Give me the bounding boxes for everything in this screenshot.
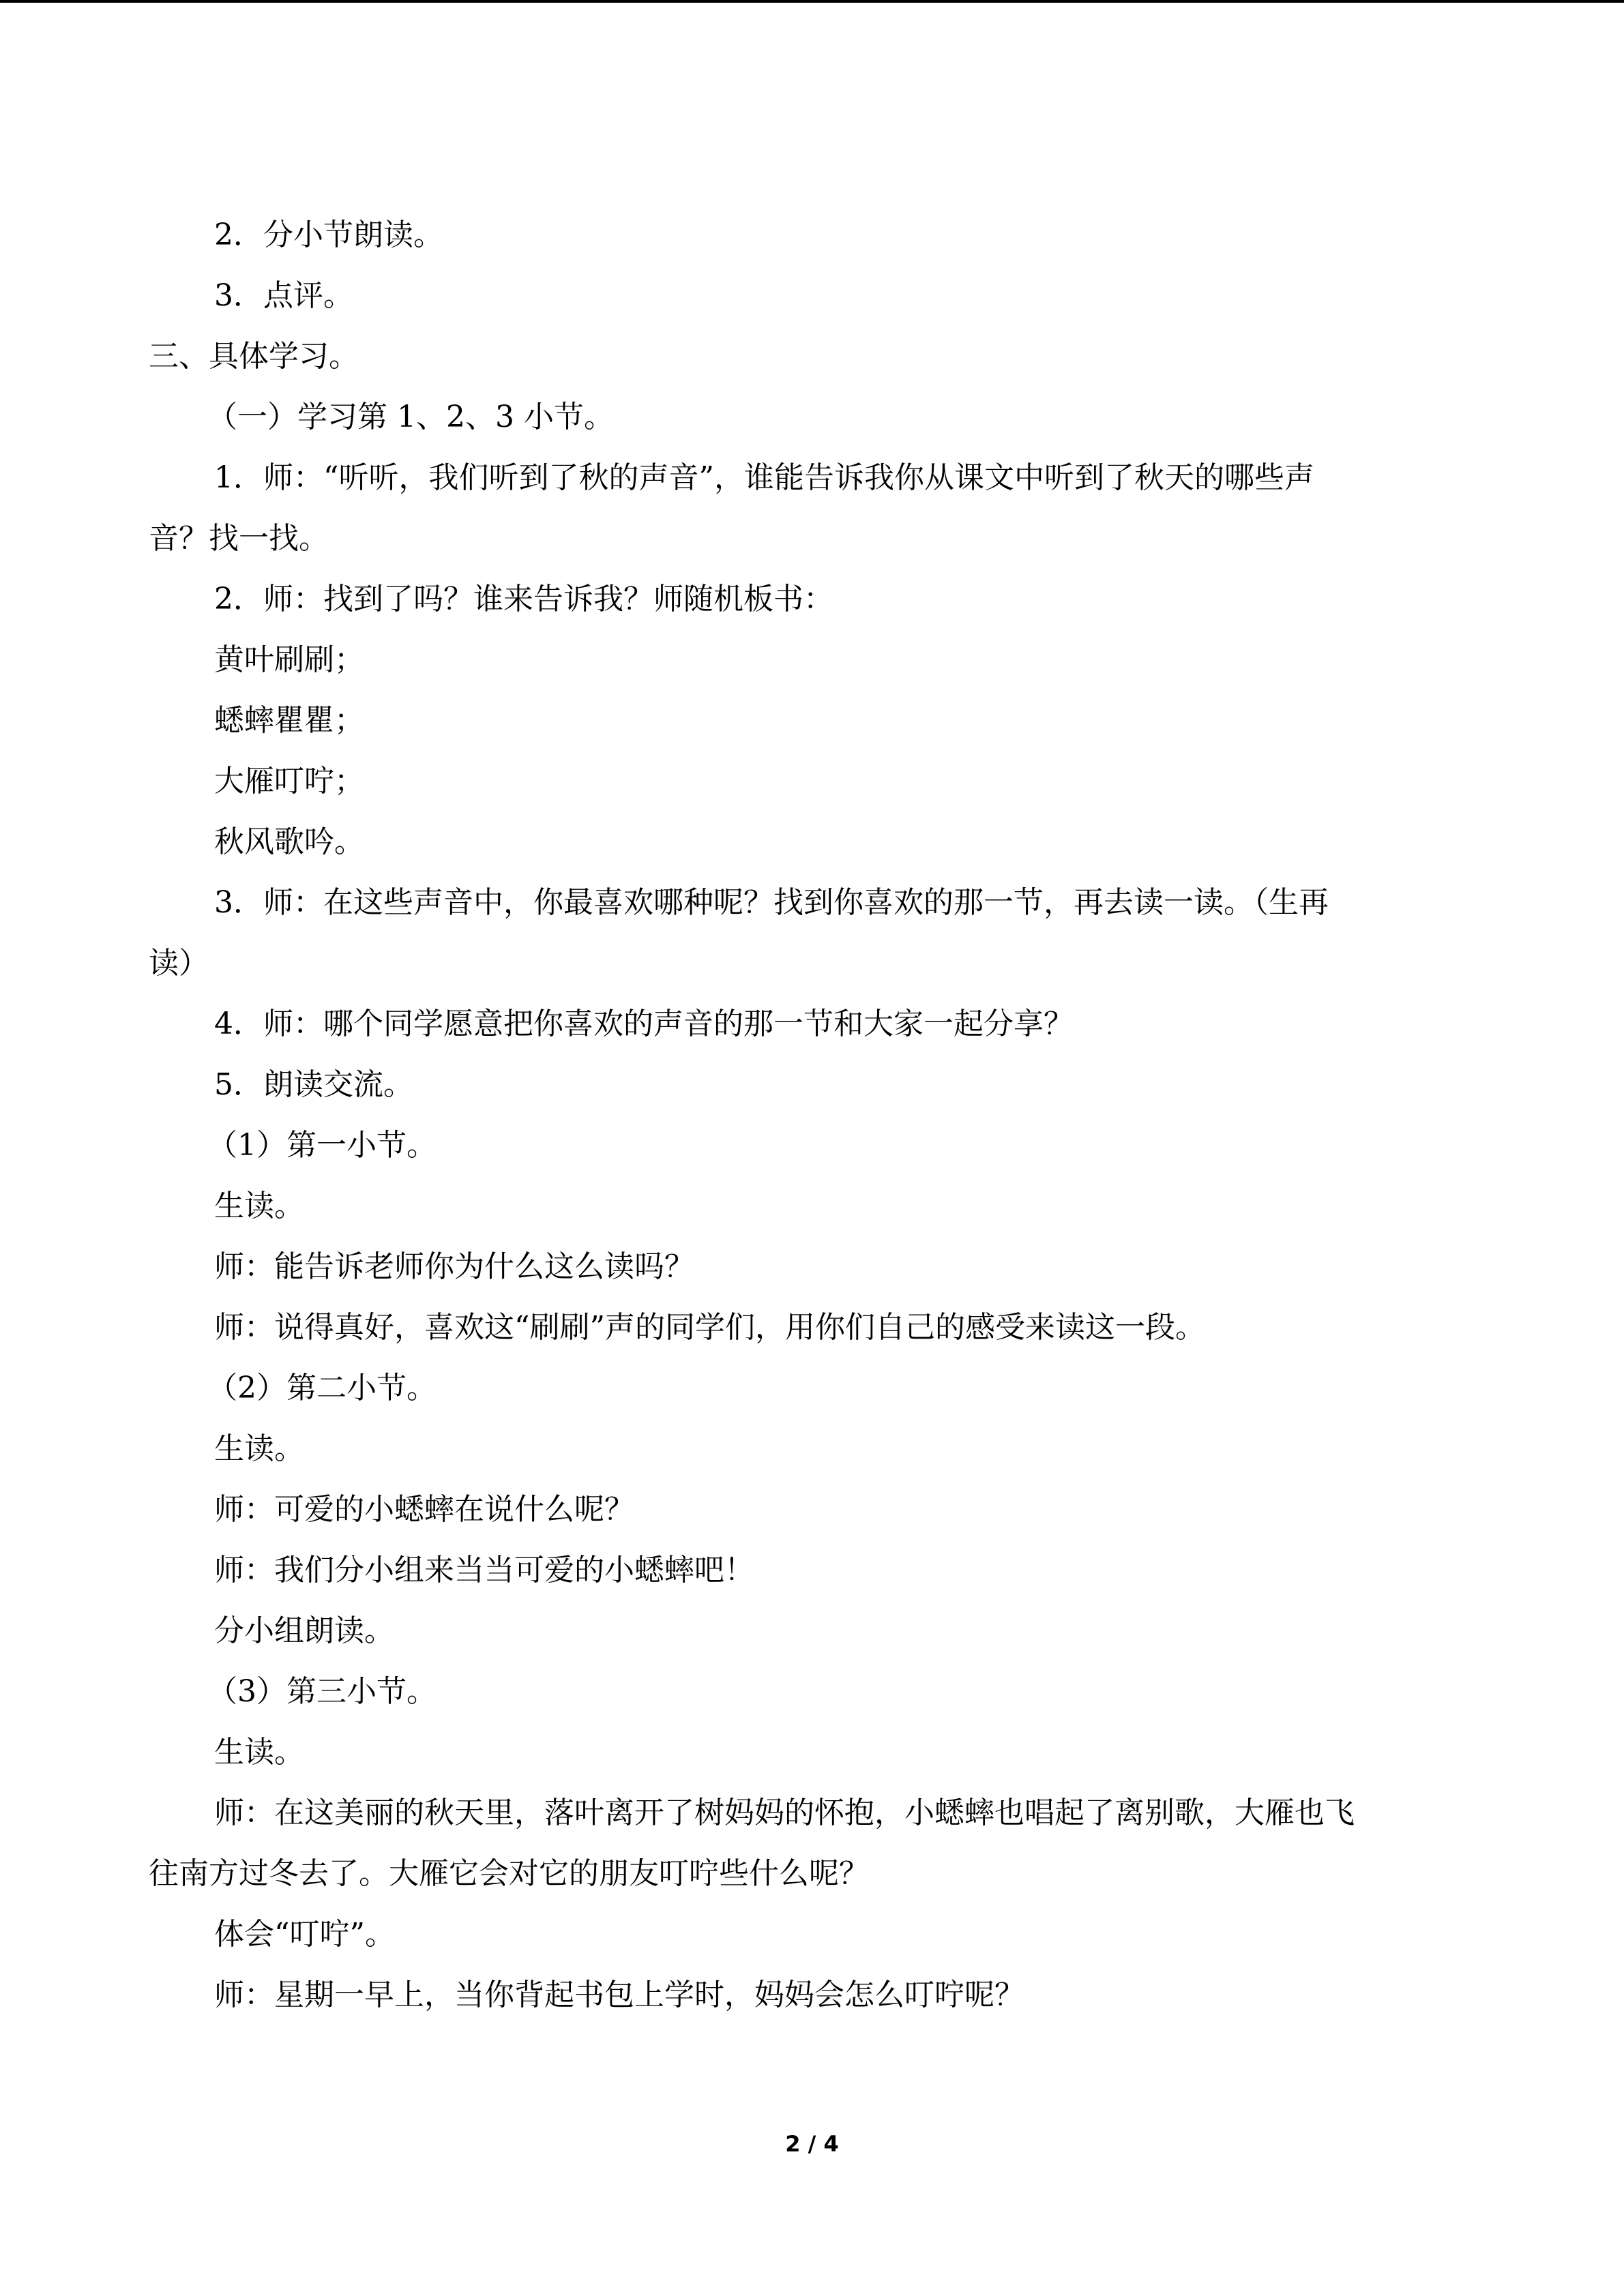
paragraph-line: 读） xyxy=(149,946,209,981)
section-heading: 三、具体学习。 xyxy=(149,339,359,374)
paragraph-line: 师：星期一早上，当你背起书包上学时，妈妈会怎么叮咛呢？ xyxy=(214,1978,1024,2012)
paragraph-line: 2．师：找到了吗？谁来告诉我？师随机板书： xyxy=(214,582,833,616)
paragraph-line: 3．点评。 xyxy=(214,278,353,313)
paragraph-line: 师：在这美丽的秋天里，落叶离开了树妈妈的怀抱，小蟋蟀也唱起了离别歌，大雁也飞 xyxy=(214,1795,1355,1830)
paragraph-line: 师：说得真好，喜欢这“刷刷”声的同学们，用你们自己的感受来读这一段。 xyxy=(214,1310,1205,1345)
paragraph-line: 师：可爱的小蟋蟀在说什么呢？ xyxy=(214,1492,634,1527)
top-border-rule xyxy=(0,0,1624,3)
document-body xyxy=(149,205,1475,2025)
page-number: 2 / 4 xyxy=(785,2131,839,2157)
paragraph-line: 生读。 xyxy=(214,1735,304,1770)
paragraph-line: 往南方过冬去了。大雁它会对它的朋友叮咛些什么呢？ xyxy=(149,1856,869,1891)
paragraph-line: 4．师：哪个同学愿意把你喜欢的声音的那一节和大家一起分享？ xyxy=(214,1007,1074,1041)
paragraph-line: 体会“叮咛”。 xyxy=(214,1917,395,1952)
paragraph-line: 5．朗读交流。 xyxy=(214,1067,413,1102)
paragraph-line: 1．师：“听听，我们听到了秋的声音”，谁能告诉我你从课文中听到了秋天的哪些声 xyxy=(214,460,1314,495)
paragraph-line: 分小组朗读。 xyxy=(214,1613,394,1648)
blackboard-item: 黄叶刷刷； xyxy=(214,642,364,677)
subsection-heading: （2）第二小节。 xyxy=(207,1371,437,1405)
paragraph-line: 生读。 xyxy=(214,1431,304,1466)
paragraph-line: 师：我们分小组来当当可爱的小蟋蟀吧！ xyxy=(214,1553,754,1587)
paragraph-line: 师：能告诉老师你为什么这么读吗？ xyxy=(214,1249,694,1284)
subsection-heading: （一）学习第 1、2、3 小节。 xyxy=(207,400,614,434)
blackboard-item: 大雁叮咛； xyxy=(214,764,364,799)
paragraph-line: 3．师：在这些声音中，你最喜欢哪种呢？找到你喜欢的那一节，再去读一读。（生再 xyxy=(214,885,1329,920)
blackboard-item: 蟋蟀瞿瞿； xyxy=(214,703,364,738)
blackboard-item: 秋风歌吟。 xyxy=(214,824,364,859)
paragraph-line: 2．分小节朗读。 xyxy=(214,218,443,252)
subsection-heading: （1）第一小节。 xyxy=(207,1128,437,1163)
paragraph-line: 音？找一找。 xyxy=(149,521,329,556)
subsection-heading: （3）第三小节。 xyxy=(207,1674,437,1709)
paragraph-line: 生读。 xyxy=(214,1189,304,1223)
